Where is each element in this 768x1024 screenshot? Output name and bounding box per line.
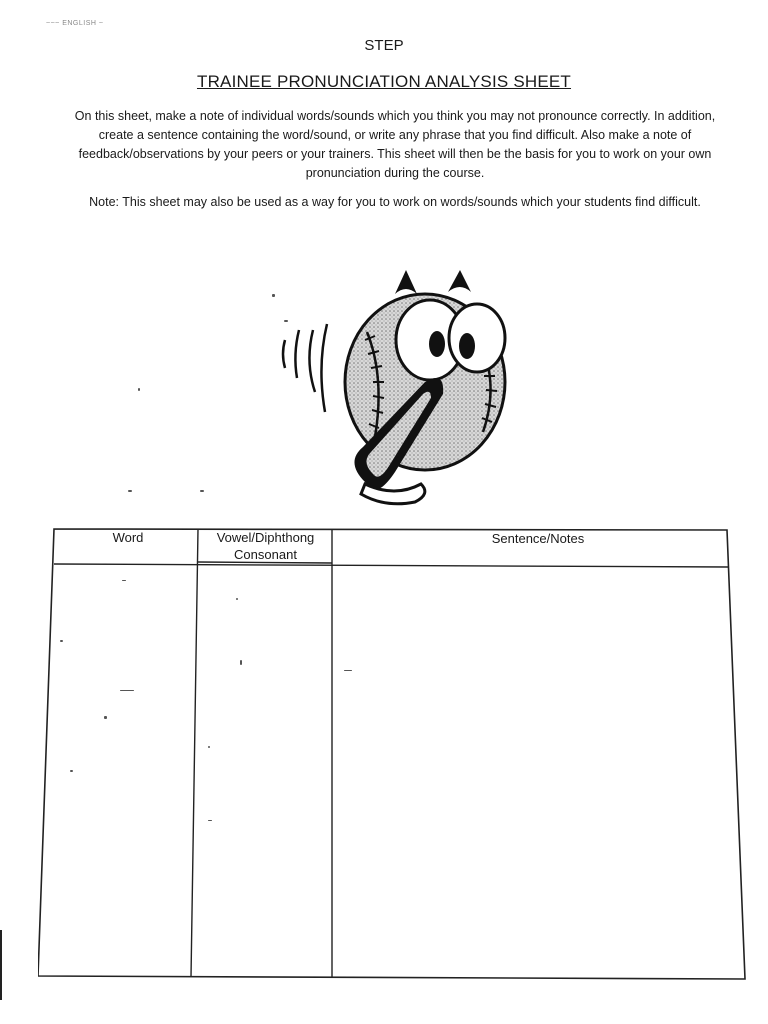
scan-speck — [200, 490, 204, 492]
header-code: STEP — [364, 37, 404, 54]
scan-speck — [208, 746, 210, 748]
column-header-word — [78, 529, 178, 546]
scan-speck — [104, 716, 107, 719]
scan-speck — [344, 670, 352, 671]
worried-ball-cartoon-icon — [265, 262, 525, 522]
scan-speck — [60, 640, 63, 642]
scan-speck — [272, 294, 275, 297]
scan-speck — [236, 598, 238, 600]
column-header-vowel-line1: Vowel/Diphthong — [216, 530, 315, 545]
scan-speck — [240, 660, 242, 665]
scan-speck — [120, 690, 134, 691]
scan-speck — [128, 490, 132, 492]
column-header-word-label: Word — [112, 530, 144, 545]
scan-speck — [122, 580, 126, 581]
page-title: TRAINEE PRONUNCIATION ANALYSIS SHEET — [196, 72, 572, 91]
instructions-paragraph: On this sheet, make a note of individual words/sounds which you think you may not pronounce correctly. In addition, create a sentence containing the word/sound, or write any phrase that you find difficult. Also make a note of feedback/observations by your peers or your trainers. This sheet will then be the basis for you to work on your own pronunciation during the course. — [74, 109, 716, 180]
scan-speck — [208, 820, 212, 821]
note-paragraph: Note: This sheet may also be used as a way for you to work on words/sounds which your students find difficult. — [89, 195, 701, 209]
column-header-vowel-line2: Consonant — [234, 547, 297, 562]
column-header-sentence-label: Sentence/Notes — [491, 531, 585, 546]
scan-speck — [284, 320, 288, 322]
column-header-vowel-diphthong — [198, 529, 333, 563]
pronunciation-table — [38, 527, 748, 982]
corner-mark: ~~~ ENGLISH ~ — [46, 20, 104, 27]
column-header-sentence-notes — [398, 530, 678, 547]
scan-speck — [70, 770, 73, 772]
scan-speck — [138, 388, 140, 391]
scan-edge-line — [0, 930, 2, 1000]
